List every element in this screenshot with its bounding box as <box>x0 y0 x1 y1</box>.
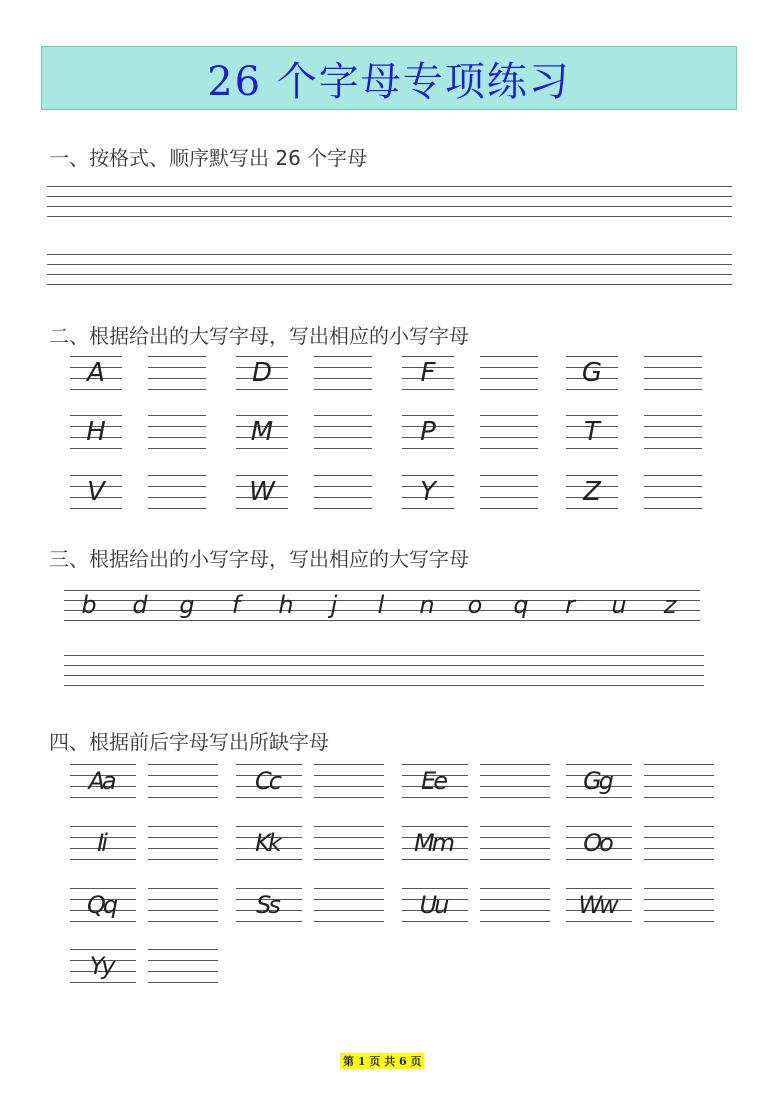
given-lowercase-letter: h <box>278 591 294 619</box>
writing-line <box>70 475 122 476</box>
writing-line <box>47 206 732 207</box>
writing-line <box>480 475 538 476</box>
writing-line <box>566 797 632 798</box>
writing-line <box>70 508 122 509</box>
writing-line <box>644 378 702 379</box>
writing-line <box>480 921 550 922</box>
writing-line <box>314 367 372 368</box>
letter-pair: Yy <box>89 952 113 980</box>
writing-line <box>148 356 206 357</box>
writing-line <box>148 448 206 449</box>
writing-line <box>480 775 550 776</box>
letter-pair: Mm <box>413 829 453 857</box>
writing-line <box>644 786 714 787</box>
writing-line <box>236 508 288 509</box>
writing-line <box>644 367 702 368</box>
writing-line <box>236 415 288 416</box>
given-uppercase-letter: G <box>581 358 603 388</box>
writing-line <box>644 475 702 476</box>
writing-line <box>314 910 384 911</box>
given-uppercase-letter: M <box>250 417 274 447</box>
letter-pair: Aa <box>88 767 114 795</box>
writing-line <box>47 284 732 285</box>
writing-line <box>566 508 618 509</box>
writing-line <box>480 497 538 498</box>
writing-line <box>236 475 288 476</box>
writing-line <box>148 837 218 838</box>
writing-line <box>480 797 550 798</box>
writing-line <box>644 888 714 889</box>
writing-line <box>64 685 704 686</box>
writing-line <box>314 378 372 379</box>
writing-line <box>566 475 618 476</box>
writing-line <box>148 786 218 787</box>
writing-line <box>480 356 538 357</box>
writing-line <box>148 888 218 889</box>
writing-line <box>236 764 302 765</box>
given-uppercase-letter: D <box>251 358 273 388</box>
writing-line <box>644 837 714 838</box>
writing-line <box>402 797 468 798</box>
writing-line <box>148 426 206 427</box>
given-lowercase-letter: d <box>132 591 148 619</box>
letter-pair: Qq <box>86 891 116 919</box>
writing-line <box>148 764 218 765</box>
section1-heading: 一、按格式、顺序默写出 26 个字母 <box>49 146 368 170</box>
writing-line <box>314 415 372 416</box>
letter-pair: Kk <box>255 829 279 857</box>
given-lowercase-letter: q <box>513 591 529 619</box>
writing-line <box>314 837 384 838</box>
given-lowercase-letter: o <box>467 591 483 619</box>
writing-line <box>480 389 538 390</box>
given-uppercase-letter: H <box>86 417 106 447</box>
writing-line <box>402 888 468 889</box>
writing-line <box>314 497 372 498</box>
writing-line <box>314 848 384 849</box>
writing-line <box>566 764 632 765</box>
writing-line <box>566 356 618 357</box>
writing-line <box>314 448 372 449</box>
writing-line <box>148 367 206 368</box>
writing-line <box>70 356 122 357</box>
writing-line <box>566 448 618 449</box>
writing-line <box>480 415 538 416</box>
writing-line <box>644 356 702 357</box>
writing-line <box>314 859 384 860</box>
writing-line <box>480 437 538 438</box>
writing-line <box>236 356 288 357</box>
writing-line <box>314 786 384 787</box>
writing-line <box>148 982 218 983</box>
writing-line <box>314 775 384 776</box>
writing-line <box>644 389 702 390</box>
given-uppercase-letter: Y <box>420 477 436 507</box>
writing-line <box>314 356 372 357</box>
writing-line <box>64 665 704 666</box>
writing-line <box>644 508 702 509</box>
writing-line <box>70 859 136 860</box>
writing-line <box>402 415 454 416</box>
writing-line <box>70 826 136 827</box>
writing-line <box>236 448 288 449</box>
letter-pair: Oo <box>583 829 611 857</box>
given-lowercase-letter: b <box>81 591 97 619</box>
writing-line <box>402 859 468 860</box>
writing-line <box>402 826 468 827</box>
writing-line <box>314 764 384 765</box>
given-uppercase-letter: W <box>249 477 275 507</box>
writing-line <box>148 971 218 972</box>
writing-line <box>148 437 206 438</box>
given-uppercase-letter: F <box>420 358 436 388</box>
given-uppercase-letter: Z <box>583 477 601 507</box>
writing-line <box>314 437 372 438</box>
writing-line <box>70 389 122 390</box>
writing-line <box>480 786 550 787</box>
writing-line <box>480 367 538 368</box>
writing-line <box>47 274 732 275</box>
writing-line <box>644 497 702 498</box>
writing-line <box>644 448 702 449</box>
writing-line <box>236 389 288 390</box>
writing-line <box>148 475 206 476</box>
writing-line <box>64 620 700 621</box>
writing-line <box>70 448 122 449</box>
page-title: 26 个字母专项练习 <box>207 58 571 105</box>
writing-line <box>148 949 218 950</box>
writing-line <box>47 264 732 265</box>
given-lowercase-letter: z <box>663 591 677 619</box>
writing-line <box>644 921 714 922</box>
writing-line <box>314 389 372 390</box>
writing-line <box>314 921 384 922</box>
writing-line <box>566 921 632 922</box>
writing-line <box>148 910 218 911</box>
writing-line <box>148 797 218 798</box>
writing-line <box>314 475 372 476</box>
writing-line <box>70 764 136 765</box>
writing-line <box>644 910 714 911</box>
given-uppercase-letter: A <box>87 358 105 388</box>
writing-line <box>480 508 538 509</box>
writing-line <box>480 826 550 827</box>
given-lowercase-letter: l <box>377 591 385 619</box>
writing-line <box>644 426 702 427</box>
writing-line <box>480 859 550 860</box>
writing-line <box>314 888 384 889</box>
writing-line <box>64 655 704 656</box>
writing-line <box>644 797 714 798</box>
letter-pair: Uu <box>419 891 447 919</box>
section2-heading: 二、根据给出的大写字母，写出相应的小写字母 <box>49 324 469 348</box>
writing-line <box>402 356 454 357</box>
writing-line <box>480 899 550 900</box>
writing-line <box>644 764 714 765</box>
writing-line <box>402 764 468 765</box>
writing-line <box>70 415 122 416</box>
writing-line <box>480 848 550 849</box>
writing-line <box>402 448 454 449</box>
writing-line <box>70 982 136 983</box>
given-lowercase-letter: f <box>231 591 241 619</box>
writing-line <box>148 921 218 922</box>
writing-line <box>148 960 218 961</box>
writing-line <box>236 921 302 922</box>
writing-line <box>236 797 302 798</box>
writing-line <box>148 497 206 498</box>
writing-line <box>314 826 384 827</box>
writing-line <box>480 378 538 379</box>
writing-line <box>314 486 372 487</box>
given-lowercase-letter: g <box>179 591 195 619</box>
page-footer: 第 1 页 共 6 页 <box>340 1053 424 1069</box>
writing-line <box>644 848 714 849</box>
letter-pair: Ww <box>578 891 616 919</box>
writing-line <box>64 675 704 676</box>
writing-line <box>566 888 632 889</box>
writing-line <box>566 415 618 416</box>
writing-line <box>644 775 714 776</box>
letter-pair: Gg <box>583 767 611 795</box>
writing-line <box>70 949 136 950</box>
writing-line <box>644 826 714 827</box>
writing-line <box>47 216 732 217</box>
writing-line <box>644 486 702 487</box>
letter-pair: Ss <box>256 891 278 919</box>
given-uppercase-letter: T <box>584 417 600 447</box>
writing-line <box>314 797 384 798</box>
writing-line <box>480 486 538 487</box>
writing-line <box>47 196 732 197</box>
writing-line <box>148 508 206 509</box>
writing-line <box>644 437 702 438</box>
writing-line <box>480 910 550 911</box>
writing-line <box>70 797 136 798</box>
writing-line <box>314 899 384 900</box>
writing-line <box>148 775 218 776</box>
given-lowercase-letter: n <box>419 591 435 619</box>
writing-line <box>236 888 302 889</box>
writing-line <box>480 837 550 838</box>
section4-heading: 四、根据前后字母写出所缺字母 <box>49 730 329 754</box>
writing-line <box>148 389 206 390</box>
writing-line <box>566 826 632 827</box>
writing-line <box>148 378 206 379</box>
writing-line <box>480 764 550 765</box>
given-uppercase-letter: V <box>87 477 105 507</box>
writing-line <box>47 186 732 187</box>
writing-line <box>236 826 302 827</box>
writing-line <box>402 508 454 509</box>
writing-line <box>402 921 468 922</box>
writing-line <box>566 389 618 390</box>
writing-line <box>47 254 732 255</box>
title-banner <box>41 46 737 110</box>
writing-line <box>644 415 702 416</box>
writing-line <box>402 475 454 476</box>
writing-line <box>566 859 632 860</box>
writing-line <box>236 859 302 860</box>
letter-pair: Ee <box>421 767 445 795</box>
writing-line <box>480 426 538 427</box>
writing-line <box>148 415 206 416</box>
writing-line <box>148 859 218 860</box>
writing-line <box>148 848 218 849</box>
writing-line <box>644 899 714 900</box>
given-lowercase-letter: u <box>611 591 627 619</box>
writing-line <box>402 389 454 390</box>
writing-line <box>70 888 136 889</box>
given-lowercase-letter: r <box>565 591 575 619</box>
letter-pair: Cc <box>255 767 279 795</box>
letter-pair: Ii <box>97 829 105 857</box>
writing-line <box>70 921 136 922</box>
writing-line <box>148 826 218 827</box>
writing-line <box>148 899 218 900</box>
writing-line <box>480 448 538 449</box>
writing-line <box>644 859 714 860</box>
section3-heading: 三、根据给出的小写字母，写出相应的大写字母 <box>49 547 469 571</box>
writing-line <box>148 486 206 487</box>
given-uppercase-letter: P <box>420 417 436 447</box>
writing-line <box>314 426 372 427</box>
given-lowercase-letter: j <box>330 591 338 619</box>
writing-line <box>480 888 550 889</box>
writing-line <box>314 508 372 509</box>
